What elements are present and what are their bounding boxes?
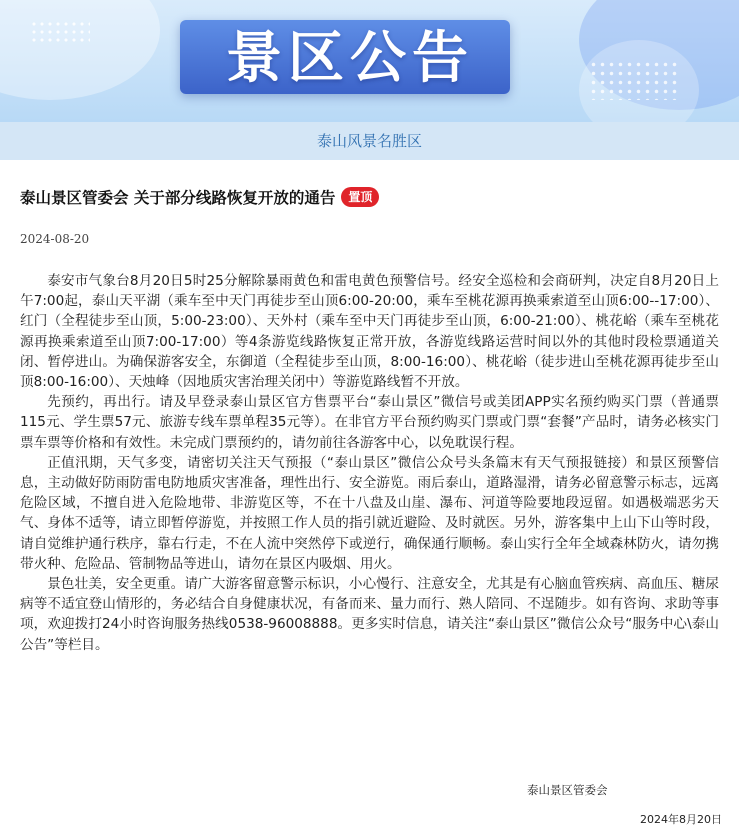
notice-date: 2024-08-20 <box>20 232 90 246</box>
notice-headline <box>20 186 719 208</box>
pinned-badge: 置顶 <box>341 187 379 207</box>
notice-content <box>0 186 739 826</box>
banner-dots <box>30 20 90 44</box>
notice-signature-date: 2024年8月20日 <box>640 813 722 826</box>
banner <box>0 0 739 122</box>
notice-title: 泰山景区管委会 关于部分线路恢复开放的通告 <box>20 189 336 207</box>
site-name[interactable]: 泰山风景名胜区 <box>316 132 422 150</box>
notice-body <box>20 271 719 655</box>
notice-signature: 泰山景区管委会 <box>527 783 608 797</box>
site-name-bar <box>0 122 739 160</box>
body-paragraph: 正值汛期，天气多变，请密切关注天气预报（“泰山景区”微信公众号头条篇末有天气预报链接）和景区预警信息，主动做好防雨防雷电防地质灾害准备，理性出行、安全游览。雨后泰山，道路湿滑，请务必留意警示标志，远离危险区域，不擅自进入危险地带、非游览区等，不在十八盘及山崖、瀑布、河道等险要地段逗留。如遇极端恶劣天气、身体不适等，请立即暂停游览，并按照工作人员的指引就近避险、及时就医。另外，游客集中上山下山等时段，请自觉维护通行秩序，靠右行走，不在人流中突然停下或逆行，确保通行顺畅。泰山实行全年全域森林防火，请勿携带火种、危险品、管制物品等进山，请勿在景区内吸烟、用火。 <box>20 454 719 572</box>
body-paragraph: 泰安市气象台8月20日5时25分解除暴雨黄色和雷电黄色预警信号。经安全巡检和会商研判，决定自8月20日上午7:00起，泰山天平湖（乘车至中天门再徒步至山顶6:00-20:00，乘车至桃花源再换乘索道至山顶6:00--17:00）、红门（全程徒步至山顶，5:00-23:00）、天外村（乘车至中天门再徒步至山顶，6:00-21:00）、桃花峪（乘车至桃花源再换乘索道至山顶7:00-17:00）等4条游览线路恢复正常开放，各游览线路运营时间以外的其他时段检票通道关闭、暂停进山。为确保游客安全，东御道（全程徒步至山顶，8:00-16:00）、桃花峪（徒步进山至桃花源再徒步至山顶8:00-16:00）、天烛峰（因地质灾害治理关闭中）等游览路线暂不开放。 <box>20 273 719 391</box>
body-paragraph: 景色壮美，安全更重。请广大游客留意警示标识，小心慢行、注意安全，尤其是有心脑血管疾病、高血压、糖尿病等不适宜登山情形的，务必结合自身健康状况，有备而来、量力而行、熟人陪同、不逞随步。如有咨询、求助等事项，欢迎拨打24小时咨询服务热线0538-96008888。更多实时信息，请关注“泰山景区”微信公众号“服务中心\泰山公告”等栏目。 <box>20 576 719 653</box>
banner-title: 景区公告 <box>226 26 474 91</box>
banner-dots <box>589 60 679 100</box>
banner-decoration <box>0 0 160 100</box>
body-paragraph: 先预约，再出行。请及早登录泰山景区官方售票平台“泰山景区”微信号或美团APP实名预约购买门票（普通票115元、学生票57元、旅游专线车票单程35元等）。在非官方平台预约购买门票或门票“套餐”产品时，请务必核实门票车票等价格和有效性。未完成门票预约的，请勿前往各游客中心，以免耽误行程。 <box>20 394 719 451</box>
